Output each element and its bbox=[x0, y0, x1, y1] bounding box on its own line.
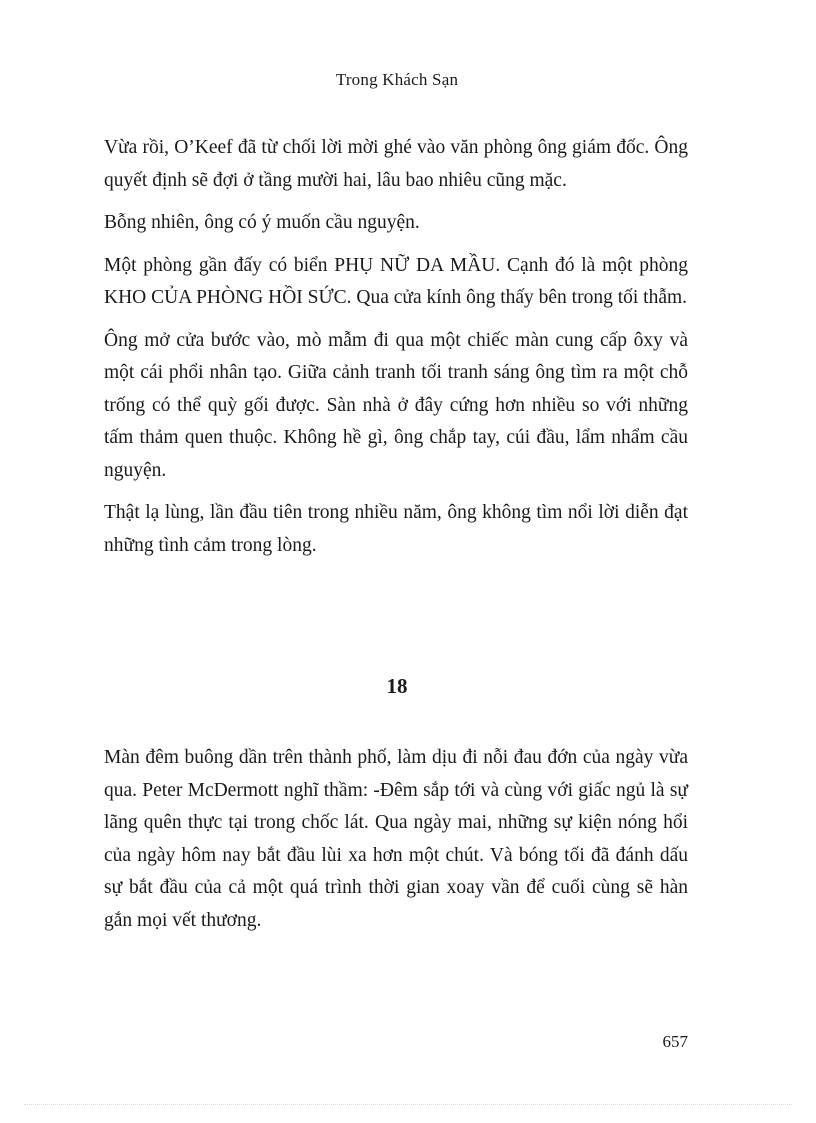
paragraph: Ông mở cửa bước vào, mò mẫm đi qua một chiếc màn cung cấp ôxy và một cái phổi nhân tạo. Giữa cảnh tranh tối tranh sáng ông tìm ra một chỗ trống có thể quỳ gối được. Sàn nhà ở đây cứng hơn nhiều so với những tấm thảm quen thuộc. Không hề gì, ông chắp tay, cúi đầu, lẩm nhẩm cầu nguyện. bbox=[104, 329, 688, 481]
paragraph: Vừa rồi, O’Keef đã từ chối lời mời ghé vào văn phòng ông giám đốc. Ông quyết định sẽ đợi ở tầng mười hai, lâu bao nhiêu cũng mặc. bbox=[104, 137, 688, 191]
bottom-divider bbox=[24, 1104, 792, 1105]
paragraph: Một phòng gần đấy có biển PHỤ NỮ DA MẦU. Cạnh đó là một phòng KHO CỦA PHÒNG HỒI SỨC. Qua cửa kính ông thấy bên trong tối thẫm. bbox=[104, 254, 688, 308]
paragraph: Thật lạ lùng, lần đầu tiên trong nhiều năm, ông không tìm nổi lời diễn đạt những tình cảm trong lòng. bbox=[104, 502, 688, 556]
chapter-number: 18 bbox=[386, 674, 408, 698]
paragraph: Bỗng nhiên, ông có ý muốn cầu nguyện. bbox=[104, 212, 420, 233]
paragraph: Màn đêm buông dần trên thành phố, làm dịu đi nỗi đau đớn của ngày vừa qua. Peter McDermott nghĩ thầm: -Đêm sắp tới và cùng với giấc ngủ là sự lãng quên thực tại trong chốc lát. Qua ngày mai, những sự kiện nóng hổi của ngày hôm nay bắt đầu lùi xa hơn một chút. Và bóng tối đã đánh dấu sự bắt đầu của cả một quá trình thời gian xoay vần để cuối cùng sẽ hàn gắn mọi vết thương. bbox=[104, 747, 688, 931]
section-2-text bbox=[104, 742, 688, 947]
page-number: 657 bbox=[662, 1032, 688, 1051]
section-1-text bbox=[104, 132, 688, 572]
running-header: Trong Khách Sạn bbox=[335, 70, 459, 89]
